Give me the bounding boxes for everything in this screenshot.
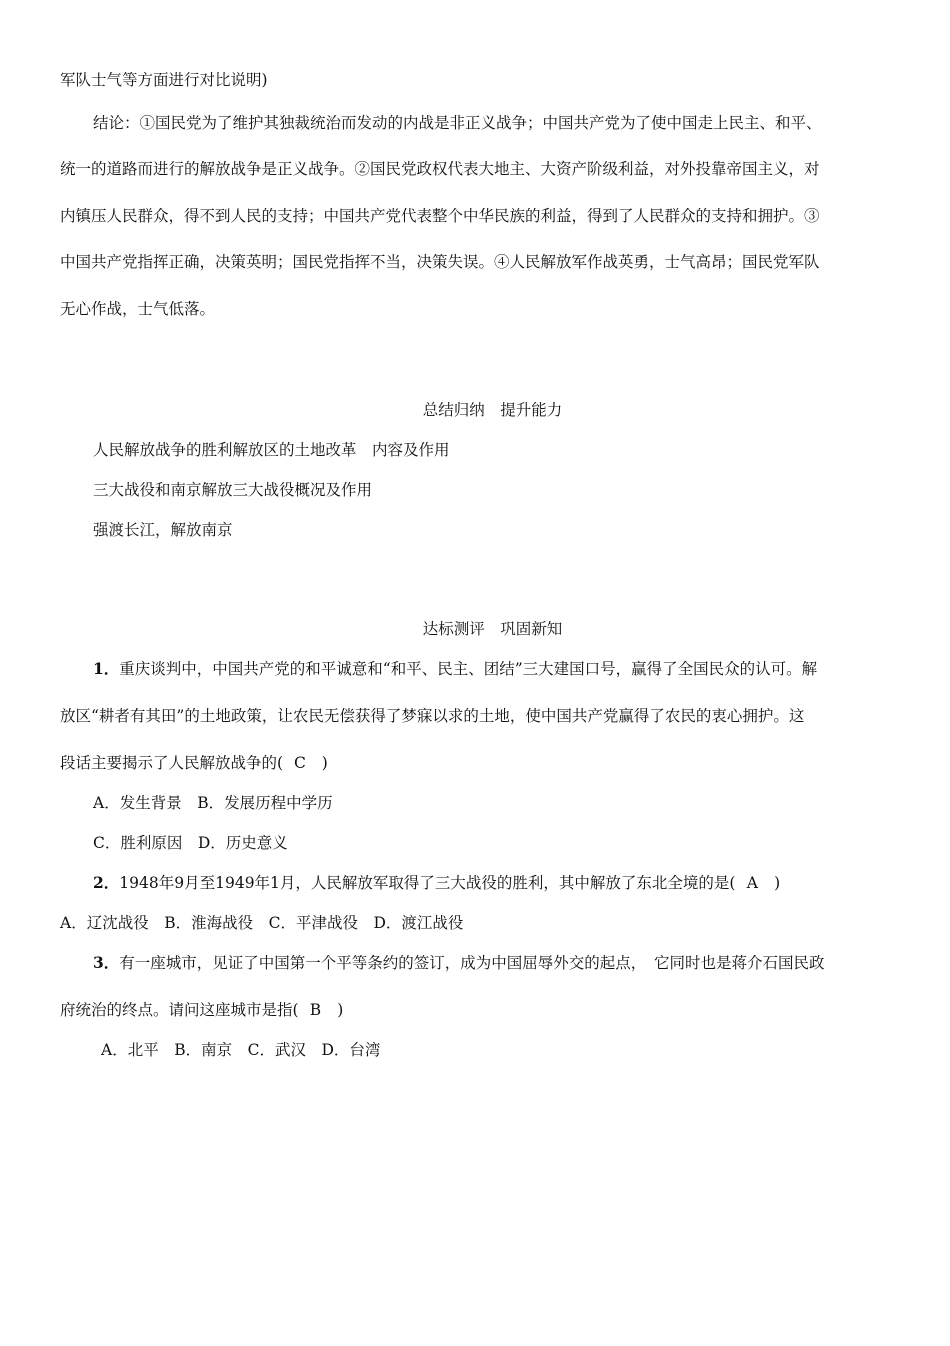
question-1-options-2: C．胜利原因 D．历史意义 [93,834,288,852]
question-1-line-1 [93,659,817,679]
summary-heading: 总结归纳 提升能力 [422,401,563,419]
question-1-answer: C [293,754,306,772]
question-3-number: 3． [93,953,120,972]
conclusion-line-5: 无心作战，士气低落。 [60,300,216,318]
question-2-suffix: ) [774,874,781,892]
question-2-options: A．辽沈战役 B．淮海战役 C．平津战役 D．渡江战役 [60,914,464,932]
question-1-text-1: 重庆谈判中，中国共产党的和平诚意和“和平、民主、团结”三大建国口号，赢得了全国民众的认可。解 [119,660,818,678]
conclusion-line-1: 结论：①国民党为了维护其独裁统治而发动的内战是非正义战争；中国共产党为了使中国走上民主、和平、 [93,114,822,132]
question-1-number: 1． [93,659,120,678]
question-3-options: A．北平 B．南京 C．武汉 D．台湾 [101,1041,381,1059]
question-2-prefix: 1948年9月至1949年1月，人民解放军取得了三大战役的胜利，其中解放了东北全境的是( [119,874,736,892]
question-2-line-1 [93,873,780,893]
question-1-line-3 [60,753,328,773]
question-1-suffix: ) [321,754,328,772]
intro-line: 军队士气等方面进行对比说明) [60,71,268,89]
question-1-prefix: 段话主要揭示了人民解放战争的( [60,754,284,772]
conclusion-line-4: 中国共产党指挥正确，决策英明；国民党指挥不当，决策失误。④人民解放军作战英勇，士气高昂；国民党军队 [60,253,820,271]
question-3-text-1: 有一座城市，见证了中国第一个平等条约的签订，成为中国屈辱外交的起点， 它同时也是蒋介石国民政 [119,954,825,972]
test-heading: 达标测评 巩固新知 [422,620,563,638]
question-3-answer: B [309,1001,322,1019]
summary-item-1: 人民解放战争的胜利解放区的土地改革 内容及作用 [93,441,450,459]
question-3-suffix: ) [337,1001,344,1019]
question-1-options-1: A．发生背景 B．发展历程中学历 [93,794,333,812]
question-3-line-2 [60,1000,343,1020]
question-1-line-2: 放区“耕者有其田”的土地政策，让农民无偿获得了梦寐以求的土地，使中国共产党赢得了农民的衷心拥护。这 [60,707,805,725]
question-3-line-1 [93,953,825,973]
question-2-number: 2． [93,873,120,892]
summary-item-3: 强渡长江，解放南京 [93,521,233,539]
conclusion-line-2: 统一的道路而进行的解放战争是正义战争。②国民党政权代表大地主、大资产阶级利益，对外投靠帝国主义，对 [60,160,820,178]
summary-item-2: 三大战役和南京解放三大战役概况及作用 [93,481,373,499]
conclusion-line-3: 内镇压人民群众，得不到人民的支持；中国共产党代表整个中华民族的利益，得到了人民群众的支持和拥护。③ [60,207,820,225]
question-3-prefix: 府统治的终点。请问这座城市是指( [60,1001,299,1019]
question-2-answer: A [746,874,758,892]
